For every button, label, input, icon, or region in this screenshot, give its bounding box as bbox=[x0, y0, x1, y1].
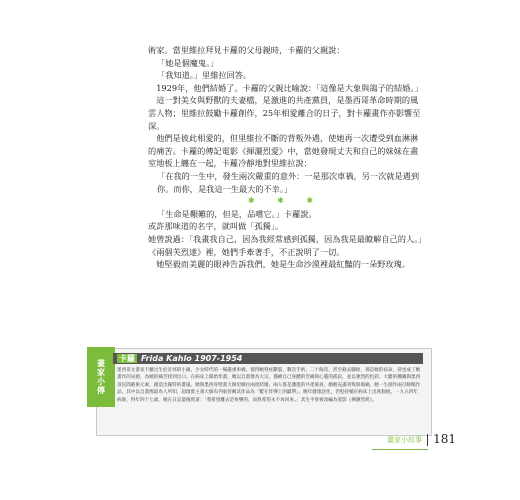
paragraph: 她曾說過：「我畫我自己，因為我經常感到孤獨，因為我是最瞭解自己的人。」《兩個芙烈達》裡，她們手牽著手，不正說明了一切。 bbox=[148, 233, 423, 257]
footer-divider bbox=[427, 434, 428, 446]
paragraph: 她堅毅而美麗的眼神告訴我們，她是生命沙漠裡最紅豔的一朵野玫瑰。 bbox=[156, 259, 411, 270]
page-footer bbox=[336, 432, 456, 448]
bio-side-label: 畫家小傳 bbox=[96, 359, 106, 395]
bio-text: 墨西哥女畫家卡蘿出生於近郊的小鎮，少女時代的一場嚴重車禍，使得她脊柱斷裂，數次手術、二十餘次，甚至截去腳趾，那是她的宿命，卻也成了她畫作的泉源，為她的痛苦找到出口。在病床上開始作畫，她以自畫像為大宗，描繪自己身體的苦痛與心靈的孤寂，並以強烈的色彩、大膽的構圖與墨西哥民間藝術元素，創造出獨特的畫風。她與墨西哥壁畫大師里維拉兩度結婚，兩人都是激進的共產黨員，婚姻充滿背叛與傷痛。她一生創作兩百餘幅作品，其中以自畫像最為人所知，超現實主義大師布列東曾稱其作品為「繫在炸彈上的緞帶」。晚年健康惡化，仍堅持躺在病床上出席個展。一九五四年病逝，得年四十七歲，她在日記最後寫道：「我希望離去是快樂的，而我希望永不再回來。」其生平曾被改編為電影《揮灑烈愛》。 bbox=[117, 368, 421, 403]
section-label: 畫家小故事 bbox=[387, 436, 422, 444]
bio-title-bar bbox=[113, 353, 423, 364]
main-text bbox=[148, 44, 423, 271]
artist-bio-box bbox=[96, 348, 432, 436]
page-number: 181 bbox=[433, 432, 456, 446]
paragraph: 「在我的一生中，發生兩次嚴重的意外：一是那次車禍，另一次就是遇到你。而你，是我這一生最大的不幸。」 bbox=[157, 170, 420, 194]
paragraph: 「生命是艱難的，但是，品嚐它。」卡蘿說。 bbox=[157, 208, 317, 219]
paragraph: 1929年，他們結婚了。卡蘿的父親比喻說：「這像是大象與鴿子的結婚。」 bbox=[156, 82, 423, 93]
section-divider-stars: ✱ ✱ ✱ bbox=[247, 196, 324, 206]
bio-tag: 卡蘿 bbox=[119, 354, 135, 363]
paragraph: 或許那味道的名字，就叫做「孤獨」。 bbox=[148, 221, 284, 232]
paragraph: 「我知道。」里維拉回答。 bbox=[157, 70, 252, 81]
footer-underline bbox=[372, 449, 428, 450]
bio-title: Frida Kahlo 1907-1954 bbox=[141, 354, 243, 363]
paragraph: 術家。當里維拉拜見卡蘿的父母親時，卡蘿的父親說： bbox=[148, 45, 345, 55]
paragraph: 這一對美女與野獸的夫妻檔，是激進的共產黨員，是墨西哥革命時期的風雲人物；里維拉鼓勵卡蘿創作，25年相愛離合的日子，對卡蘿畫作亦影響至深。 bbox=[148, 95, 421, 131]
paragraph: 「她是個魔鬼。」 bbox=[157, 57, 219, 68]
paragraph: 他們是彼此相愛的，但里維拉不斷的背叛外遇，使她再一次遭受到血淋淋的痛苦。卡蘿的傳記電影《揮灑烈愛》中，當她發現丈夫和自己的妹妹在畫室地板上纏在一起，卡蘿冷靜地對里維拉說： bbox=[148, 133, 419, 169]
bio-side-tab bbox=[87, 347, 115, 407]
